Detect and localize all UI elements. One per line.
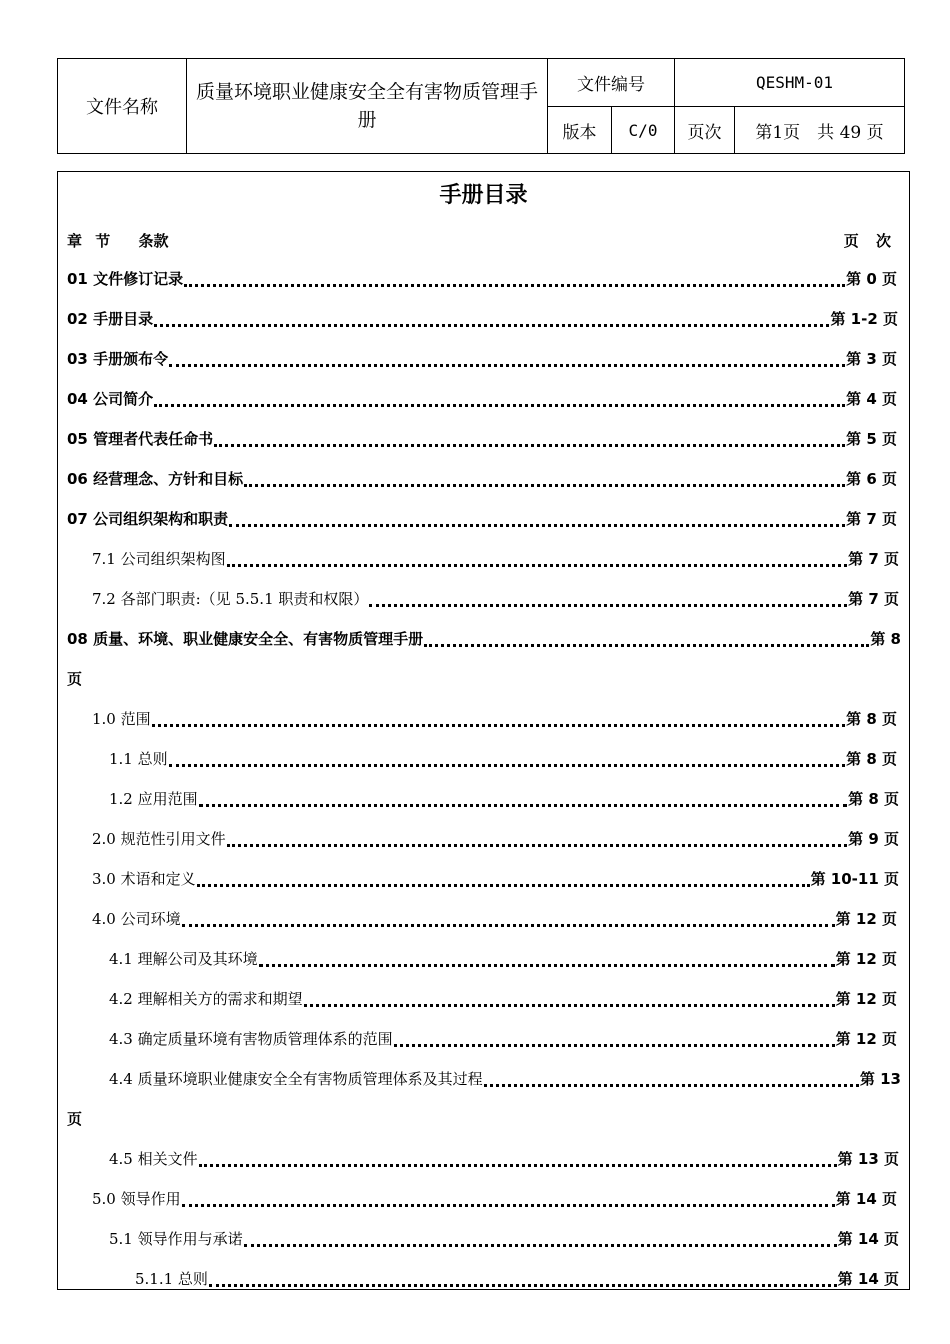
toc-container [57,171,910,1290]
toc-entry-label: 1.2 应用范围 [109,790,198,808]
toc-entry-label: 05 管理者代表任命书 [67,430,214,448]
toc-entry [67,628,901,652]
toc-leader-dots [169,349,845,367]
doc-number-label: 文件编号 [548,59,675,107]
toc-entry-page: 第 8 [870,630,901,648]
toc-leader-dots [154,309,829,327]
toc-leader-dots [209,1269,837,1287]
toc-leader-dots [244,469,845,487]
toc-entry-page: 第 8 页 [846,710,897,728]
toc-entry-label: 4.3 确定质量环境有害物质管理体系的范围 [109,1030,393,1048]
toc-leader-dots [199,789,847,807]
doc-name-value: 质量环境职业健康安全全有害物质管理手册 [187,59,548,153]
toc-leader-dots [424,629,869,647]
toc-entry-page: 第 13 页 [837,1150,899,1168]
toc-entry [92,828,899,852]
toc-entry-label: 1.0 范围 [92,710,151,728]
toc-entry-label: 02 手册目录 [67,310,154,328]
toc-leader-dots [197,869,810,887]
toc-entry-page: 第 5 页 [846,430,897,448]
toc-leader-dots [182,1189,835,1207]
toc-entry [135,1268,899,1292]
toc-entry-page: 第 8 页 [846,750,897,768]
toc-leader-dots [154,389,845,407]
toc-entry-page: 第 12 页 [835,910,897,928]
toc-entry-label: 7.1 公司组织架构图 [92,550,226,568]
toc-leader-dots [152,709,845,727]
toc-title: 手册目录 [439,183,528,208]
toc-entry-page: 第 7 页 [848,590,899,608]
toc-entry-label: 3.0 术语和定义 [92,870,196,888]
toc-entry-label: 4.1 理解公司及其环境 [109,950,258,968]
toc-entry-page: 第 3 页 [846,350,897,368]
toc-entry-label: 2.0 规范性引用文件 [92,830,226,848]
toc-column-header [67,230,895,252]
toc-entry-label: 4.5 相关文件 [109,1150,198,1168]
toc-leader-dots [259,949,835,967]
toc-entry-page: 第 13 [859,1070,901,1088]
toc-entry [67,508,897,532]
toc-entry [67,348,897,372]
toc-entry [92,588,899,612]
toc-entry [92,1188,897,1212]
toc-entry [109,1028,897,1052]
toc-entry-label: 5.1.1 总则 [135,1270,208,1288]
toc-entry-label: 07 公司组织架构和职责 [67,510,229,528]
toc-entry-label: 5.0 领导作用 [92,1190,181,1208]
toc-entry-label: 4.0 公司环境 [92,910,181,928]
toc-entry-page: 第 14 页 [837,1230,899,1248]
toc-entry [67,268,897,292]
toc-entry [67,308,898,332]
toc-entry-page: 第 14 页 [837,1270,899,1288]
page-label: 页次 [675,107,735,153]
col-right-label: 页 次 [843,232,891,250]
toc-entry [109,1148,899,1172]
col-left-label: 章 节 条款 [67,232,169,250]
toc-entry-label: 4.4 质量环境职业健康安全全有害物质管理体系及其过程 [109,1070,483,1088]
toc-entry-page: 第 6 页 [846,470,897,488]
toc-leader-dots [182,909,835,927]
toc-leader-dots [244,1229,837,1247]
toc-leader-dots [484,1069,859,1087]
toc-entry [92,868,899,892]
toc-entry-label: 4.2 理解相关方的需求和期望 [109,990,303,1008]
toc-entry [109,748,897,772]
toc-leader-dots [229,509,845,527]
toc-entry-page: 第 12 页 [835,1030,897,1048]
toc-entry-label: 03 手册颁布令 [67,350,169,368]
toc-leader-dots [369,589,847,607]
toc-entry [67,468,897,492]
toc-entry-page: 第 7 页 [848,550,899,568]
toc-entry-page: 第 4 页 [846,390,897,408]
page-value: 第1页 共 49 页 [755,122,884,143]
toc-entry [109,988,897,1012]
toc-entry-label: 04 公司简介 [67,390,154,408]
toc-entry-label: 01 文件修订记录 [67,270,184,288]
toc-entry [109,948,897,972]
version-value: C/0 [612,107,675,153]
toc-entry [109,788,899,812]
toc-leader-dots [227,829,847,847]
toc-entry [92,548,899,572]
toc-entry [92,908,897,932]
toc-entry-label: 08 质量、环境、职业健康安全全、有害物质管理手册 [67,630,424,648]
toc-leader-dots [214,429,845,447]
document-header-table [57,58,905,154]
toc-entry [67,428,897,452]
toc-entry-label: 1.1 总则 [109,750,168,768]
toc-entry-page: 第 1-2 页 [830,310,898,328]
toc-entry [92,708,897,732]
version-label: 版本 [548,107,612,153]
toc-entry-page: 第 14 页 [835,1190,897,1208]
toc-entry-page-continuation: 页 [67,670,83,688]
toc-entry-label: 5.1 领导作用与承诺 [109,1230,243,1248]
toc-entry-page: 第 12 页 [835,950,897,968]
toc-entry-page: 第 12 页 [835,990,897,1008]
toc-entry-page: 第 0 页 [846,270,897,288]
toc-leader-dots [199,1149,837,1167]
toc-entry-page: 第 9 页 [848,830,899,848]
toc-entry [109,1228,899,1252]
toc-leader-dots [169,749,845,767]
doc-number-value: QESHM-01 [675,59,904,107]
toc-entry-page-continuation: 页 [67,1110,83,1128]
toc-entry-page: 第 8 页 [848,790,899,808]
toc-entry-page: 第 7 页 [846,510,897,528]
toc-entry-label: 06 经营理念、方针和目标 [67,470,244,488]
toc-leader-dots [304,989,835,1007]
doc-name-label: 文件名称 [58,59,187,153]
toc-entry [67,388,897,412]
toc-leader-dots [394,1029,835,1047]
toc-entry-page: 第 10-11 页 [810,870,899,888]
toc-entry [109,1068,901,1092]
toc-leader-dots [184,269,845,287]
toc-entry-label: 7.2 各部门职责:（见 5.5.1 职责和权限） [92,590,369,608]
toc-leader-dots [227,549,847,567]
